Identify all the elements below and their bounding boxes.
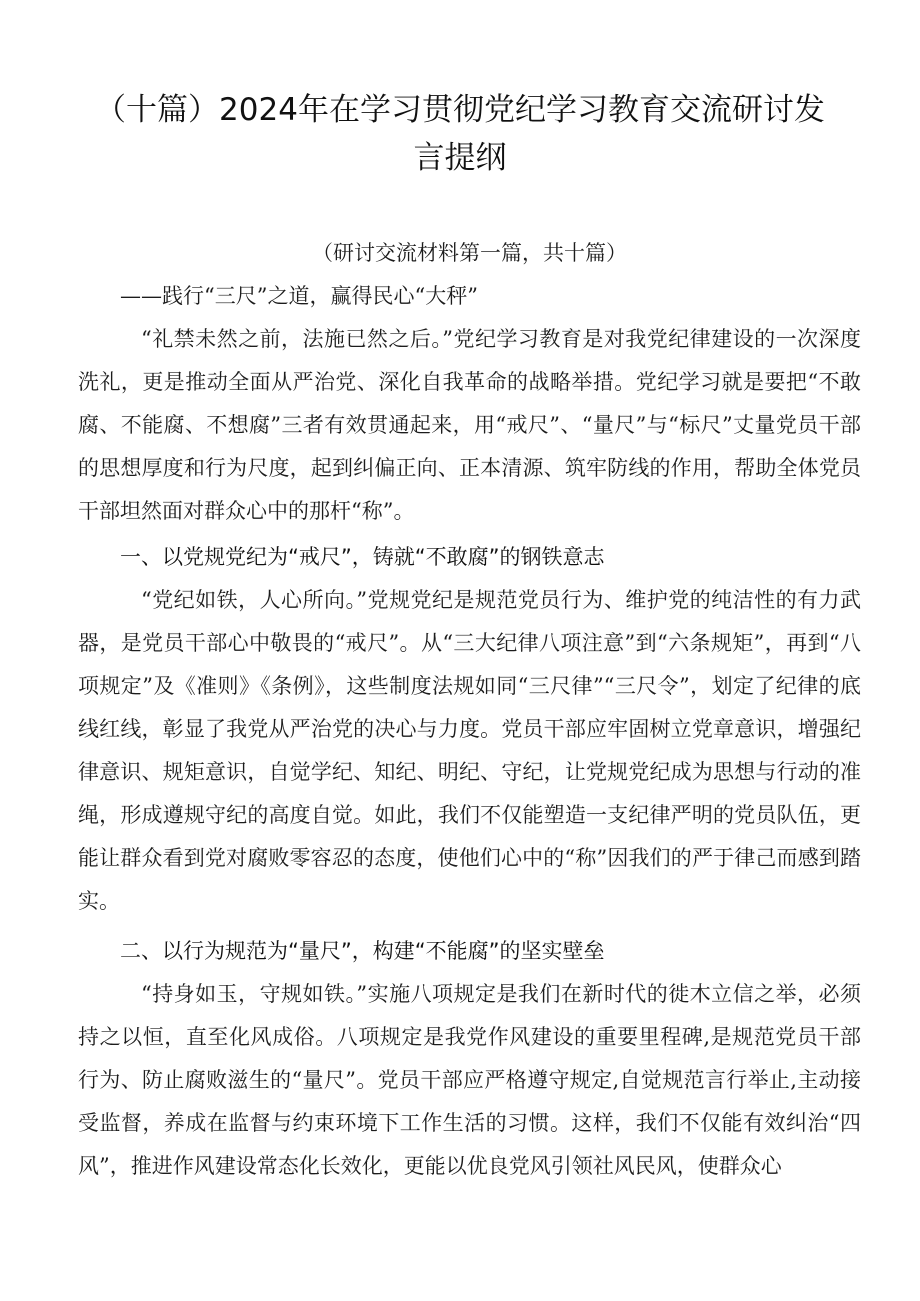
section-heading-1: 一、以党规党纪为“戒尺”，铸就“不敢腐”的钢铁意志 xyxy=(120,545,605,569)
document-body xyxy=(78,232,861,1188)
section-heading-2: 二、以行为规范为“量尺”，构建“不能腐”的坚实壁垒 xyxy=(120,939,605,963)
document-tagline: ——践行“三尺”之道，赢得民心“大秤” xyxy=(120,284,478,308)
section-paragraph-1: “党纪如铁，人心所向。”党规党纪是规范党员行为、维护党的纯洁性的有力武器，是党员干部心中敬畏的“戒尺”。从“三大纪律八项注意”到“六条规矩”，再到“八项规定”及《准则》《条例》，这些制度法规如同“三尺律”“三尺令”，划定了纪律的底线红线，彰显了我党从严治党的决心与力度。党员干部应牢固树立党章意识，增强纪律意识、规矩意识，自觉学纪、知纪、明纪、守纪，让党规党纪成为思想与行动的准绳，形成遵规守纪的高度自觉。如此，我们不仅能塑造一支纪律严明的党员队伍，更能让群众看到党对腐败零容忍的态度，使他们心中的“称”因我们的严于律己而感到踏实。 xyxy=(78,588,861,913)
document-subtitle: （研讨交流材料第一篇，共十篇） xyxy=(312,241,627,265)
document-title: （十篇）2024年在学习贯彻党纪学习教育交流研讨发言提纲 xyxy=(95,92,825,176)
intro-paragraph: “礼禁未然之前，法施已然之后。”党纪学习教育是对我党纪律建设的一次深度洗礼，更是推动全面从严治党、深化自我革命的战略举措。党纪学习就是要把“不敢腐、不能腐、不想腐”三者有效贯通起来，用“戒尺”、“量尺”与“标尺”丈量党员干部的思想厚度和行为尺度，起到纠偏正向、正本清源、筑牢防线的作用，帮助全体党员干部坦然面对群众心中的那杆“称”。 xyxy=(78,327,861,523)
section-paragraph-2: “持身如玉，守规如铁。”实施八项规定是我们在新时代的徙木立信之举，必须持之以恒，直至化风成俗。八项规定是我党作风建设的重要里程碑,是规范党员干部行为、防止腐败滋生的“量尺”。党员干部应严格遵守规定,自觉规范言行举止,主动接受监督，养成在监督与约束环境下工作生活的习惯。这样，我们不仅能有效纠治“四风”，推进作风建设常态化长效化，更能以优良党风引领社风民风，使群众心 xyxy=(78,982,861,1178)
